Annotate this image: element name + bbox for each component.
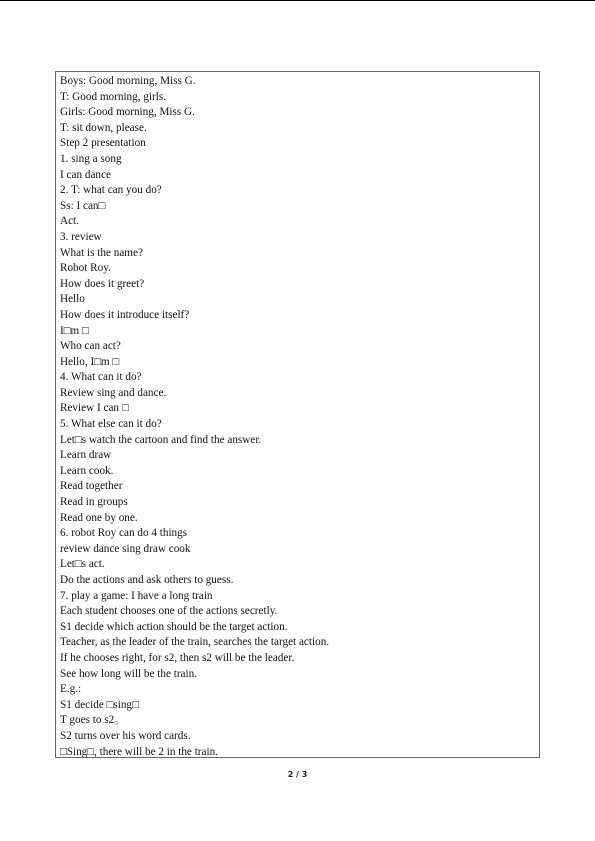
list-item: 1. sing a song bbox=[60, 152, 122, 165]
text-line: review dance sing draw cook bbox=[60, 542, 191, 555]
text-line: Hello bbox=[60, 293, 85, 306]
text-line: E.g.: bbox=[60, 683, 82, 696]
list-item: 5. What else can it do? bbox=[60, 418, 162, 431]
text-line: Learn cook. bbox=[60, 464, 114, 477]
text-line: Each student chooses one of the actions secretly. bbox=[60, 605, 278, 618]
text-line: What is the name? bbox=[60, 246, 143, 259]
text-line: Boys: Good morning, Miss G. bbox=[60, 75, 196, 87]
text-line: T: Good morning, girls. bbox=[60, 90, 167, 103]
text-line: S1 decide □sing□ bbox=[60, 698, 139, 711]
text-line: Ss: I can□ bbox=[60, 199, 106, 212]
text-line: See how long will be the train. bbox=[60, 667, 198, 680]
text-line: Hello, I□m □ bbox=[60, 355, 120, 368]
text-line: S2 turns over his word cards. bbox=[60, 729, 191, 742]
lesson-content-box bbox=[55, 71, 540, 758]
section-heading: Step 2 presentation bbox=[60, 137, 146, 150]
text-line: Read one by one. bbox=[60, 511, 138, 524]
text-line: Review sing and dance. bbox=[60, 386, 167, 399]
text-line: □Sing□, there will be 2 in the train. bbox=[60, 745, 218, 758]
text-line: Do the actions and ask others to guess. bbox=[60, 574, 234, 586]
text-line: Act. bbox=[60, 215, 79, 228]
text-line: How does it introduce itself? bbox=[60, 308, 190, 321]
text-line: Who can act? bbox=[60, 340, 121, 353]
text-line: I can dance bbox=[60, 168, 111, 181]
text-line: Teacher, as the leader of the train, searches the target action. bbox=[60, 636, 330, 649]
list-item: 2. T: what can you do? bbox=[60, 184, 162, 197]
text-line: Robot Roy. bbox=[60, 262, 111, 275]
list-item: 3. review bbox=[60, 230, 102, 243]
text-line: Review I can □ bbox=[60, 402, 129, 415]
page-top-rule bbox=[0, 0, 595, 1]
text-line: T goes to s2。 bbox=[60, 714, 126, 727]
text-line: I□m □ bbox=[60, 324, 89, 337]
text-line: Let□s act. bbox=[60, 558, 105, 571]
text-line: T: sit down, please. bbox=[60, 121, 147, 134]
text-line: S1 decide which action should be the target action. bbox=[60, 620, 288, 633]
text-line: If he chooses right, for s2, then s2 will be the leader. bbox=[60, 651, 295, 664]
text-line: Let□s watch the cartoon and find the answer. bbox=[60, 433, 262, 446]
text-line: Read in groups bbox=[60, 496, 128, 509]
text-line: Learn draw bbox=[60, 449, 112, 462]
list-item: 6. robot Roy can do 4 things bbox=[60, 527, 188, 540]
text-line: How does it greet? bbox=[60, 277, 145, 290]
list-item: 7. play a game: I have a long train bbox=[60, 589, 213, 602]
page-number: 2 / 3 bbox=[287, 770, 308, 779]
text-line: Girls: Good morning, Miss G. bbox=[60, 106, 195, 119]
list-item: 4. What can it do? bbox=[60, 371, 142, 384]
text-line: Read together bbox=[60, 480, 123, 493]
